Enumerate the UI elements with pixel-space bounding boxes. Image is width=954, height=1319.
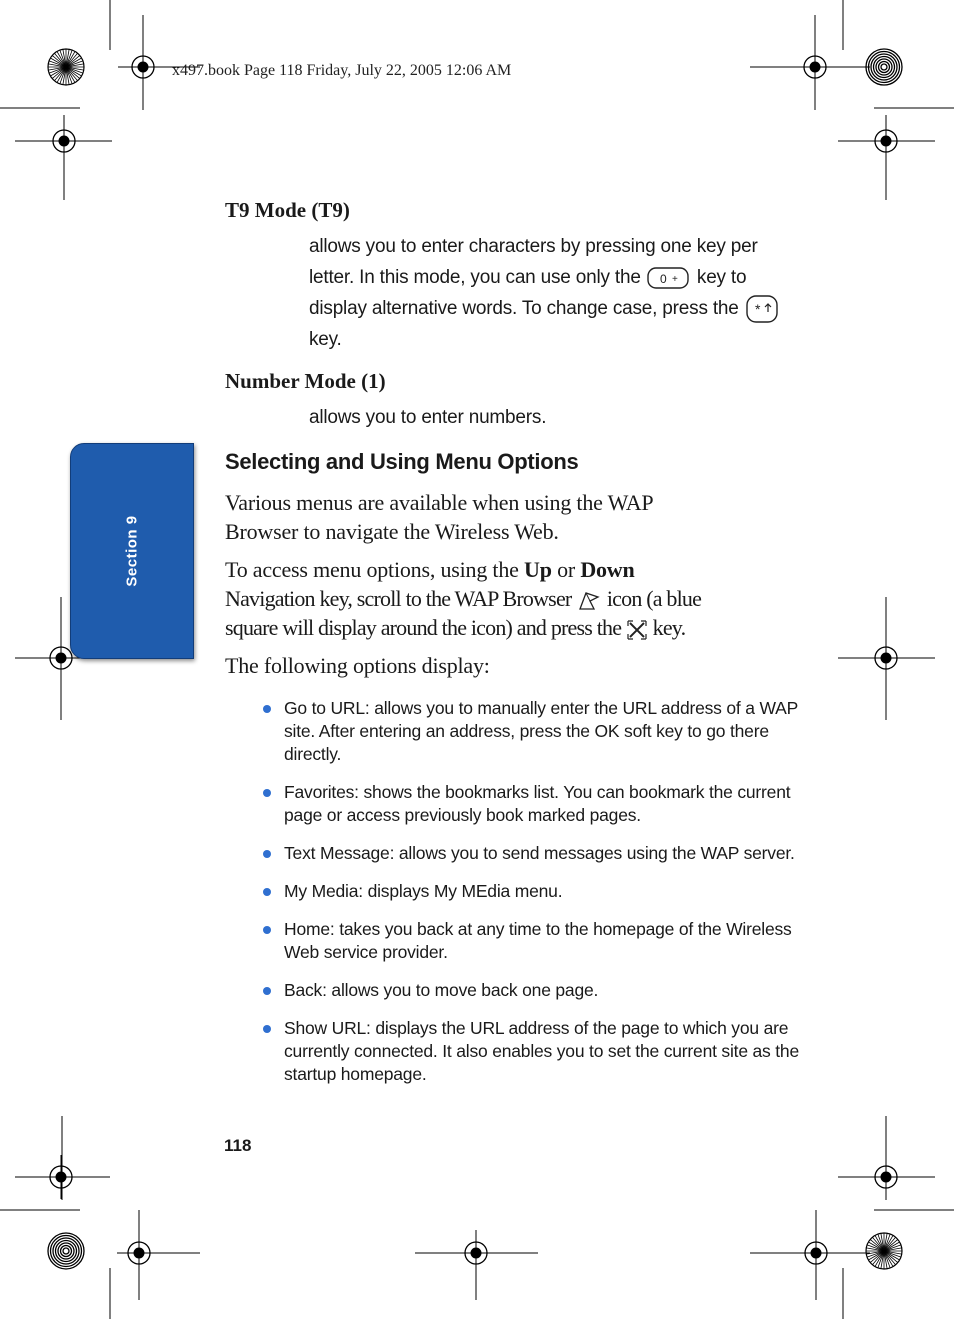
bullet-dot-icon — [263, 926, 271, 934]
list-item-text: Home: takes you back at any time to the homepage of the Wireless Web service provider. — [284, 919, 792, 962]
ring — [53, 1238, 79, 1264]
star-key-icon — [744, 294, 782, 324]
t9-line-4: key. — [309, 329, 342, 350]
intro-paragraph: Various menus are available when using the WAP Browser to navigate the Wireless Web. — [225, 490, 654, 544]
t9-line-3: display alternative words. To change case, press the * — [309, 293, 809, 324]
page-number: 118 — [224, 1136, 252, 1155]
list-item-text: Back: allows you to move back one page. — [284, 980, 599, 1000]
t9-mode-description — [309, 231, 809, 355]
zero-key-icon — [646, 265, 692, 291]
section-heading: Selecting and Using Menu Options — [225, 449, 579, 474]
options-intro: The following options display: — [225, 653, 490, 678]
section-tab — [70, 443, 194, 659]
list-item — [262, 918, 802, 964]
ring — [879, 62, 890, 73]
t9-line-1: allows you to enter characters by pressing one key per — [309, 236, 758, 257]
ring — [56, 1241, 77, 1262]
number-mode-description: allows you to enter numbers. — [309, 407, 547, 428]
up-key-label: Up — [524, 557, 552, 582]
wap-browser-icon — [576, 589, 602, 613]
svg-text:+: + — [671, 273, 678, 285]
t9-line-2: letter. In this mode, you can use only the 0 + key to — [309, 262, 809, 293]
list-item — [262, 880, 802, 903]
list-item-text: Go to URL: allows you to manually enter the URL address of a WAP site. After entering an address, press the OK soft key to go there directly. — [284, 698, 798, 764]
ring — [63, 1248, 69, 1254]
bullet-dot-icon — [263, 888, 271, 896]
bullet-dot-icon — [263, 850, 271, 858]
bullet-dot-icon — [263, 987, 271, 995]
list-item-text: My Media: displays My MEdia menu. — [284, 881, 563, 901]
svg-text:*: * — [754, 300, 761, 317]
bullet-dot-icon — [263, 1025, 271, 1033]
options-list — [262, 697, 802, 1101]
bullet-dot-icon — [263, 789, 271, 797]
list-item — [262, 1017, 802, 1086]
ring — [871, 54, 897, 80]
bullet-dot-icon — [263, 705, 271, 713]
list-item-text: Text Message: allows you to send messages using the WAP server. — [284, 843, 795, 863]
ring — [874, 57, 895, 78]
access-paragraph: To access menu options, using the Up or Down Navigation key, scroll to the WAP Browser icon (a blue square will display around the icon) and press the key. — [225, 557, 702, 640]
list-item-text: Favorites: shows the bookmarks list. You can bookmark the current page or access previously book marked pages. — [284, 782, 791, 825]
list-item-text: Show URL: displays the URL address of the page to which you are currently connected. It also enables you to set the current site as the startup homepage. — [284, 1018, 799, 1084]
down-key-label: Down — [580, 557, 635, 582]
svg-text:0: 0 — [659, 271, 667, 286]
list-item — [262, 781, 802, 827]
section-tab-label: Section 9 — [123, 515, 141, 587]
print-header: x497.book Page 118 Friday, July 22, 2005 12:06 AM — [172, 62, 512, 79]
list-item — [262, 842, 802, 865]
t9-mode-title: T9 Mode (T9) — [225, 198, 350, 222]
ok-key-icon — [626, 619, 648, 641]
number-mode-title: Number Mode (1) — [225, 369, 386, 393]
list-item — [262, 979, 802, 1002]
ring — [61, 1246, 72, 1257]
list-item — [262, 697, 802, 766]
ring — [881, 64, 887, 70]
